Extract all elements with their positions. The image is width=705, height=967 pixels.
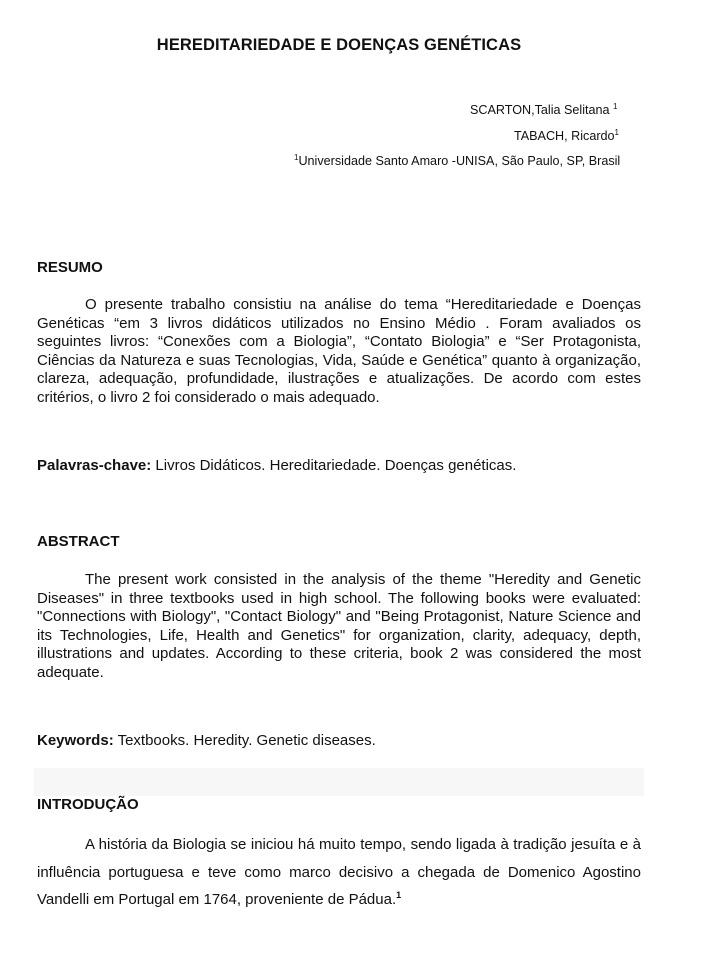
resumo-text: O presente trabalho consistiu na análise do tema “Hereditariedade e Doenças Genéticas “em 3 livros didáticos utilizados no Ensino Médio . Foram avaliados os seguintes livros: “Conexões com a Biologia”, “Contato Biologia” e “Ser Protagonista, Ciências da Natureza e suas Tecnologias, Vida, Saúde e Genética” quanto à organização, clareza, adequação, profundidade, ilustrações e atualizações. De acordo com estes critérios, o livro 2 foi considerado o mais adequado.	[37, 296, 641, 406]
paper-title: HEREDITARIEDADE E DOENÇAS GENÉTICAS	[156, 36, 522, 54]
affiliation-mark: 1	[294, 152, 299, 162]
introducao-text: A história da Biologia se iniciou há muito tempo, sendo ligada à tradição jesuíta e à influência portuguesa e teve como marco decisivo a chegada de Domenico Agostino Vandelli em Portugal em 1764, proveniente de Pádua.	[37, 836, 641, 908]
resumo-heading: RESUMO	[37, 259, 103, 276]
abstract-heading: ABSTRACT	[37, 533, 120, 550]
introducao-paragraph	[37, 831, 641, 914]
keywords-label: Keywords:	[37, 732, 114, 749]
abstract-text: The present work consisted in the analysis of the theme "Heredity and Genetic Diseases" in three textbooks used in high school. The following books were evaluated: "Connections with Biology", "Contact Biology" and "Being Protagonist, Nature Science and its Technologies, Life, Health and Genetics" for organization, clarity, adequacy, depth, illustrations and updates. According to these criteria, book 2 was considered the most adequate.	[37, 571, 641, 681]
author-1	[470, 103, 617, 117]
keywords	[37, 732, 376, 749]
author-name: SCARTON,Talia Selitana	[470, 103, 614, 117]
resumo-paragraph	[37, 296, 641, 408]
palavras-chave-label: Palavras-chave:	[37, 457, 152, 474]
abstract-paragraph	[37, 571, 641, 683]
affiliation-text: Universidade Santo Amaro -UNISA, São Paulo, SP, Brasil	[298, 154, 621, 168]
palavras-chave-text: Livros Didáticos. Hereditariedade. Doenças genéticas.	[151, 457, 517, 474]
section-shading	[34, 768, 644, 796]
reference-mark: 1	[396, 890, 402, 900]
author-affiliation-mark: 1	[613, 101, 618, 111]
affiliation	[294, 154, 620, 168]
author-2	[514, 129, 619, 143]
introducao-heading: INTRODUÇÃO	[37, 796, 139, 813]
author-affiliation-mark: 1	[614, 127, 619, 137]
keywords-text: Textbooks. Heredity. Genetic diseases.	[113, 732, 376, 749]
author-name: TABACH, Ricardo	[514, 129, 615, 143]
palavras-chave	[37, 457, 516, 474]
